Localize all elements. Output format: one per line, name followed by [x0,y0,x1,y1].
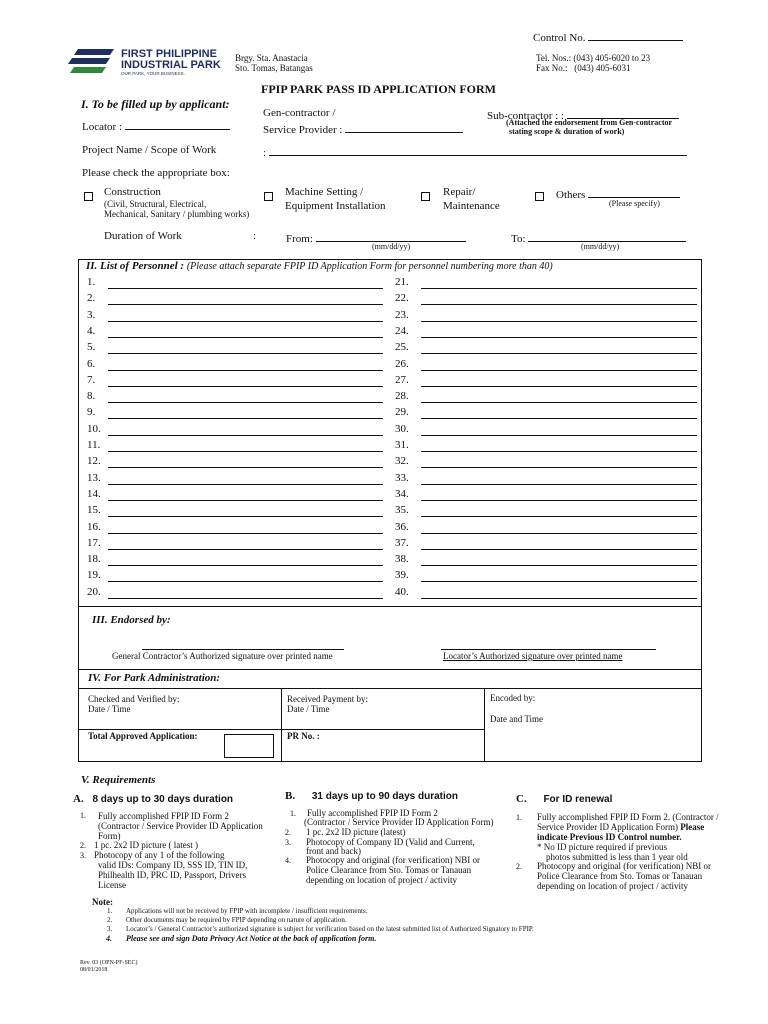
req-b-1-line1: Fully accomplished FPIP ID Form 2 [307,808,438,818]
personnel-number-35: 35. [395,504,409,516]
gen-contractor-signature-line[interactable] [142,649,344,650]
service-provider-label: Service Provider : [263,124,343,136]
admin-row-divider [78,729,484,730]
req-c-2-num: 2. [516,862,522,871]
service-provider-row [263,121,463,136]
req-c-2-line2: Police Clearance from Sto. Tomas or Tanauan [537,871,703,881]
req-c-1-line2-bold: Please [680,822,705,832]
personnel-name-line-26[interactable] [421,370,697,371]
control-no [533,29,683,44]
personnel-name-line-16[interactable] [108,533,383,534]
personnel-name-line-34[interactable] [421,500,697,501]
total-approved-label: Total Approved Application: [88,731,198,741]
req-c-1-line5: photos submitted is less than 1 year old [546,852,688,862]
machine-setting-label-1: Machine Setting / [285,186,364,198]
project-field[interactable] [269,144,687,156]
encoded-by-label: Encoded by: [490,693,536,703]
construction-sub1: (Civil, Structural, Electrical, [104,199,207,209]
req-b-3-num: 3. [285,838,291,847]
personnel-number-37: 37. [395,537,409,549]
req-a-3-line1: Photocopy of any 1 of the following [94,850,225,860]
main-form-box [78,259,702,762]
personnel-name-line-14[interactable] [108,500,383,501]
req-b-4-line3: depending on location of project / activity [306,875,457,885]
req-b-1-line2: (Contractor / Service Provider ID Application Form) [304,817,494,827]
note-3-text: Locator’s / General Contractor’s authorized signature is subject for verification based on the latest submitted list of Authorized Signatory to FPIP. [126,925,534,933]
req-a-1-num: 1. [80,811,86,820]
repair-label-1: Repair/ [443,186,476,198]
req-a-3-line4: License [98,880,126,890]
personnel-name-line-28[interactable] [421,402,697,403]
personnel-name-line-37[interactable] [421,549,697,550]
req-a-1-line2: (Contractor / Service Provider ID Application [98,821,263,831]
section2-note: (Please attach separate FPIP ID Application Form for personnel numbering more than 40) [186,261,553,272]
personnel-name-line-29[interactable] [421,418,697,419]
personnel-number-31: 31. [395,439,409,451]
note-4-num: 4. [106,934,112,943]
personnel-name-line-2[interactable] [108,304,383,305]
personnel-name-line-36[interactable] [421,533,697,534]
personnel-number-3: 3. [87,309,96,321]
personnel-number-5: 5. [87,341,96,353]
req-a-heading [73,793,233,805]
note-3-num: 3. [107,925,113,933]
req-b-3-line1: Photocopy of Company ID (Valid and Current, [306,837,475,847]
personnel-number-8: 8. [87,390,96,402]
personnel-number-7: 7. [87,374,96,386]
others-label: Others [556,189,586,201]
personnel-number-18: 18. [87,553,101,565]
locator-signature-line[interactable] [441,649,656,650]
machine-setting-checkbox[interactable] [264,188,273,206]
company-logo [66,47,226,77]
req-c-heading [516,793,612,805]
req-c-1-line3: indicate Previous ID Control number. [537,832,682,842]
personnel-number-27: 27. [395,374,409,386]
req-b-3-line2: front and back) [306,846,361,856]
req-b-letter: B. [285,790,296,802]
control-no-field[interactable] [588,29,683,41]
project-row [263,144,687,159]
personnel-number-22: 22. [395,292,409,304]
gen-contractor-signature-caption: General Contractor’s Authorized signature over printed name [112,651,333,661]
personnel-name-line-30[interactable] [421,435,697,436]
req-b-1-num: 1. [290,809,296,818]
personnel-number-20: 20. [87,586,101,598]
personnel-name-line-25[interactable] [421,353,697,354]
encoded-date-time-label: Date and Time [490,714,543,724]
personnel-name-line-7[interactable] [108,386,383,387]
personnel-name-line-33[interactable] [421,484,697,485]
personnel-name-line-8[interactable] [108,402,383,403]
personnel-number-2: 2. [87,292,96,304]
personnel-name-line-23[interactable] [421,321,697,322]
note-4-text: Please see and sign Data Privacy Act Notice at the back of application form. [126,934,377,943]
req-b-2-line1: 1 pc. 2x2 ID picture (latest) [306,827,406,837]
personnel-number-23: 23. [395,309,409,321]
project-colon: : [263,147,267,159]
personnel-name-line-15[interactable] [108,516,383,517]
address-line1: Brgy. Sta. Anastacia [235,53,308,63]
personnel-name-line-35[interactable] [421,516,697,517]
personnel-number-15: 15. [87,504,101,516]
personnel-number-21: 21. [395,276,409,288]
revision-label: Rev. 03 (OPN-PF-SEC) [80,960,138,966]
admin-col-divider-1 [281,688,282,762]
company-tagline: OUR PARK, YOUR BUSINESS. [121,71,185,76]
req-a-3-line2: valid IDs: Company ID, SSS ID, TIN ID, [98,860,248,870]
personnel-name-line-5[interactable] [108,353,383,354]
personnel-number-14: 14. [87,488,101,500]
personnel-number-29: 29. [395,406,409,418]
personnel-name-line-19[interactable] [108,581,383,582]
req-a-3-line3: Philhealth ID, PRC ID, Passport, Drivers [98,870,246,880]
control-no-label: Control No. [533,32,586,44]
personnel-name-line-18[interactable] [108,565,383,566]
personnel-number-13: 13. [87,472,101,484]
req-c-1-line4: * No ID picture required if previous [537,842,667,852]
personnel-name-line-10[interactable] [108,435,383,436]
section2-heading [86,260,553,272]
section3-title: III. Endorsed by: [92,614,171,626]
endorsement-note-2: stating scope & duration of work) [509,127,625,136]
personnel-name-line-22[interactable] [421,304,697,305]
check-box-label: Please check the appropriate box: [82,167,230,179]
tel-numbers: Tel. Nos.: (043) 405-6020 to 23 [536,53,651,63]
personnel-name-line-32[interactable] [421,467,697,468]
personnel-name-line-20[interactable] [108,598,383,599]
req-c-letter: C. [516,793,527,805]
machine-setting-label-2: Equipment Installation [285,200,386,212]
to-date-field[interactable] [528,230,686,242]
req-b-heading [285,790,458,802]
personnel-name-line-1[interactable] [108,288,383,289]
personnel-number-33: 33. [395,472,409,484]
section5-title: V. Requirements [81,774,156,786]
personnel-number-9: 9. [87,406,96,418]
locator-row [82,118,230,133]
personnel-name-line-13[interactable] [108,484,383,485]
from-date-field[interactable] [316,230,466,242]
personnel-name-line-39[interactable] [421,581,697,582]
from-label: From: [286,233,313,245]
req-a-letter: A. [73,793,84,805]
req-b-2-num: 2. [285,828,291,837]
section4-title: IV. For Park Administration: [88,672,221,684]
personnel-number-26: 26. [395,358,409,370]
personnel-name-line-40[interactable] [421,598,697,599]
admin-col-divider-2 [484,688,485,762]
locator-signature-caption: Locator’s Authorized signature over printed name [443,651,623,661]
project-label: Project Name / Scope of Work [82,144,217,156]
personnel-number-38: 38. [395,553,409,565]
req-a-1-line1: Fully accomplished FPIP ID Form 2 [98,811,229,821]
gen-contractor-label: Gen-contractor / [263,107,336,119]
personnel-number-11: 11. [87,439,101,451]
personnel-name-line-9[interactable] [108,418,383,419]
personnel-name-line-11[interactable] [108,451,383,452]
company-name-line1: FIRST PHILIPPINE [121,48,217,60]
construction-sub2: Mechanical, Sanitary / plumbing works) [104,209,250,219]
divider-endorsed-admin [78,669,702,670]
others-specify-note: (Please specify) [609,199,660,208]
endorsement-note-1: (Attached the endorsement from Gen-contractor [506,118,673,127]
personnel-number-1: 1. [87,276,96,288]
req-a-1-line3: Form) [98,831,121,841]
req-b-4-line1: Photocopy and original (for verification) NBI or [306,855,480,865]
duration-label: Duration of Work [104,230,182,242]
note-1-num: 1. [107,907,113,915]
personnel-number-39: 39. [395,569,409,581]
req-a-3-num: 3. [80,851,86,860]
checked-verified-label: Checked and Verified by: [88,694,180,704]
notes-title: Note: [92,897,113,907]
personnel-name-line-21[interactable] [421,288,697,289]
personnel-number-28: 28. [395,390,409,402]
sub-contractor-label: Sub-contractor : : [487,110,564,122]
personnel-name-line-38[interactable] [421,565,697,566]
note-2-num: 2. [107,916,113,924]
fax-number: Fax No.: (043) 405-6031 [536,63,631,73]
personnel-name-line-24[interactable] [421,337,697,338]
personnel-number-4: 4. [87,325,96,337]
personnel-name-line-6[interactable] [108,370,383,371]
to-label: To: [511,233,526,245]
divider-personnel-endorsed [78,606,702,607]
personnel-name-line-31[interactable] [421,451,697,452]
personnel-number-10: 10. [87,423,101,435]
section2-title: II. List of Personnel : [86,260,185,272]
req-c-2-line3: depending on location of project / activity [537,881,688,891]
personnel-number-30: 30. [395,423,409,435]
personnel-number-36: 36. [395,521,409,533]
personnel-number-32: 32. [395,455,409,467]
repair-checkbox[interactable] [421,188,430,206]
total-approved-field[interactable] [224,734,274,758]
received-payment-label: Received Payment by: [287,694,368,704]
req-b-title: 31 days up to 90 days duration [311,791,458,802]
note-1-text: Applications will not be received by FPIP with incomplete / insufficient requirements. [126,907,368,915]
locator-field[interactable] [125,118,230,130]
duration-colon: : [253,230,257,242]
personnel-name-line-12[interactable] [108,467,383,468]
req-c-1-num: 1. [516,813,522,822]
req-c-1-line2: Service Provider ID Application Form) [537,822,678,832]
form-title: FPIP PARK PASS ID APPLICATION FORM [261,82,497,96]
logo-mark-icon [66,47,116,75]
personnel-number-25: 25. [395,341,409,353]
section1-title: I. To be filled up by applicant: [81,97,230,111]
req-a-title: 8 days up to 30 days duration [92,794,234,805]
others-checkbox[interactable] [535,188,544,206]
personnel-number-16: 16. [87,521,101,533]
address-line2: Sto. Tomas, Batangas [235,63,313,73]
req-a-2-line1: 1 pc. 2x2 ID picture ( latest ) [94,840,198,850]
checked-date-time-label: Date / Time [88,704,131,714]
req-b-4-line2: Police Clearance from Sto. Tomas or Tanauan [306,865,472,875]
req-b-4-num: 4. [285,856,291,865]
req-c-title: For ID renewal [543,794,613,805]
personnel-name-line-27[interactable] [421,386,697,387]
personnel-name-line-4[interactable] [108,337,383,338]
req-c-2-line1: Photocopy and original (for verification) NBI or [537,861,711,871]
to-date-format: (mm/dd/yy) [581,242,620,251]
personnel-name-line-3[interactable] [108,321,383,322]
pr-no-label: PR No. : [287,731,320,741]
repair-label-2: Maintenance [443,200,500,212]
personnel-name-line-17[interactable] [108,549,383,550]
received-date-time-label: Date / Time [287,704,330,714]
construction-checkbox[interactable] [84,188,93,206]
locator-label: Locator : [82,121,123,133]
personnel-number-6: 6. [87,358,96,370]
personnel-number-34: 34. [395,488,409,500]
req-c-1-line1: Fully accomplished FPIP ID Form 2. (Contractor / [537,812,719,822]
company-name-line2: INDUSTRIAL PARK [121,59,221,71]
personnel-number-19: 19. [87,569,101,581]
divider-admin-title [78,688,702,689]
construction-label: Construction [104,186,161,198]
personnel-number-12: 12. [87,455,101,467]
service-provider-field[interactable] [345,121,463,133]
personnel-number-17: 17. [87,537,101,549]
personnel-number-40: 40. [395,586,409,598]
others-field[interactable] [588,186,680,198]
from-date-format: (mm/dd/yy) [372,242,411,251]
revision-date: 08/01/2018 [80,967,108,973]
req-a-2-num: 2. [80,841,86,850]
note-2-text: Other documents may be required by FPIP depending on nature of application. [126,916,347,924]
personnel-number-24: 24. [395,325,409,337]
req-c-1-line2-row [537,822,704,832]
